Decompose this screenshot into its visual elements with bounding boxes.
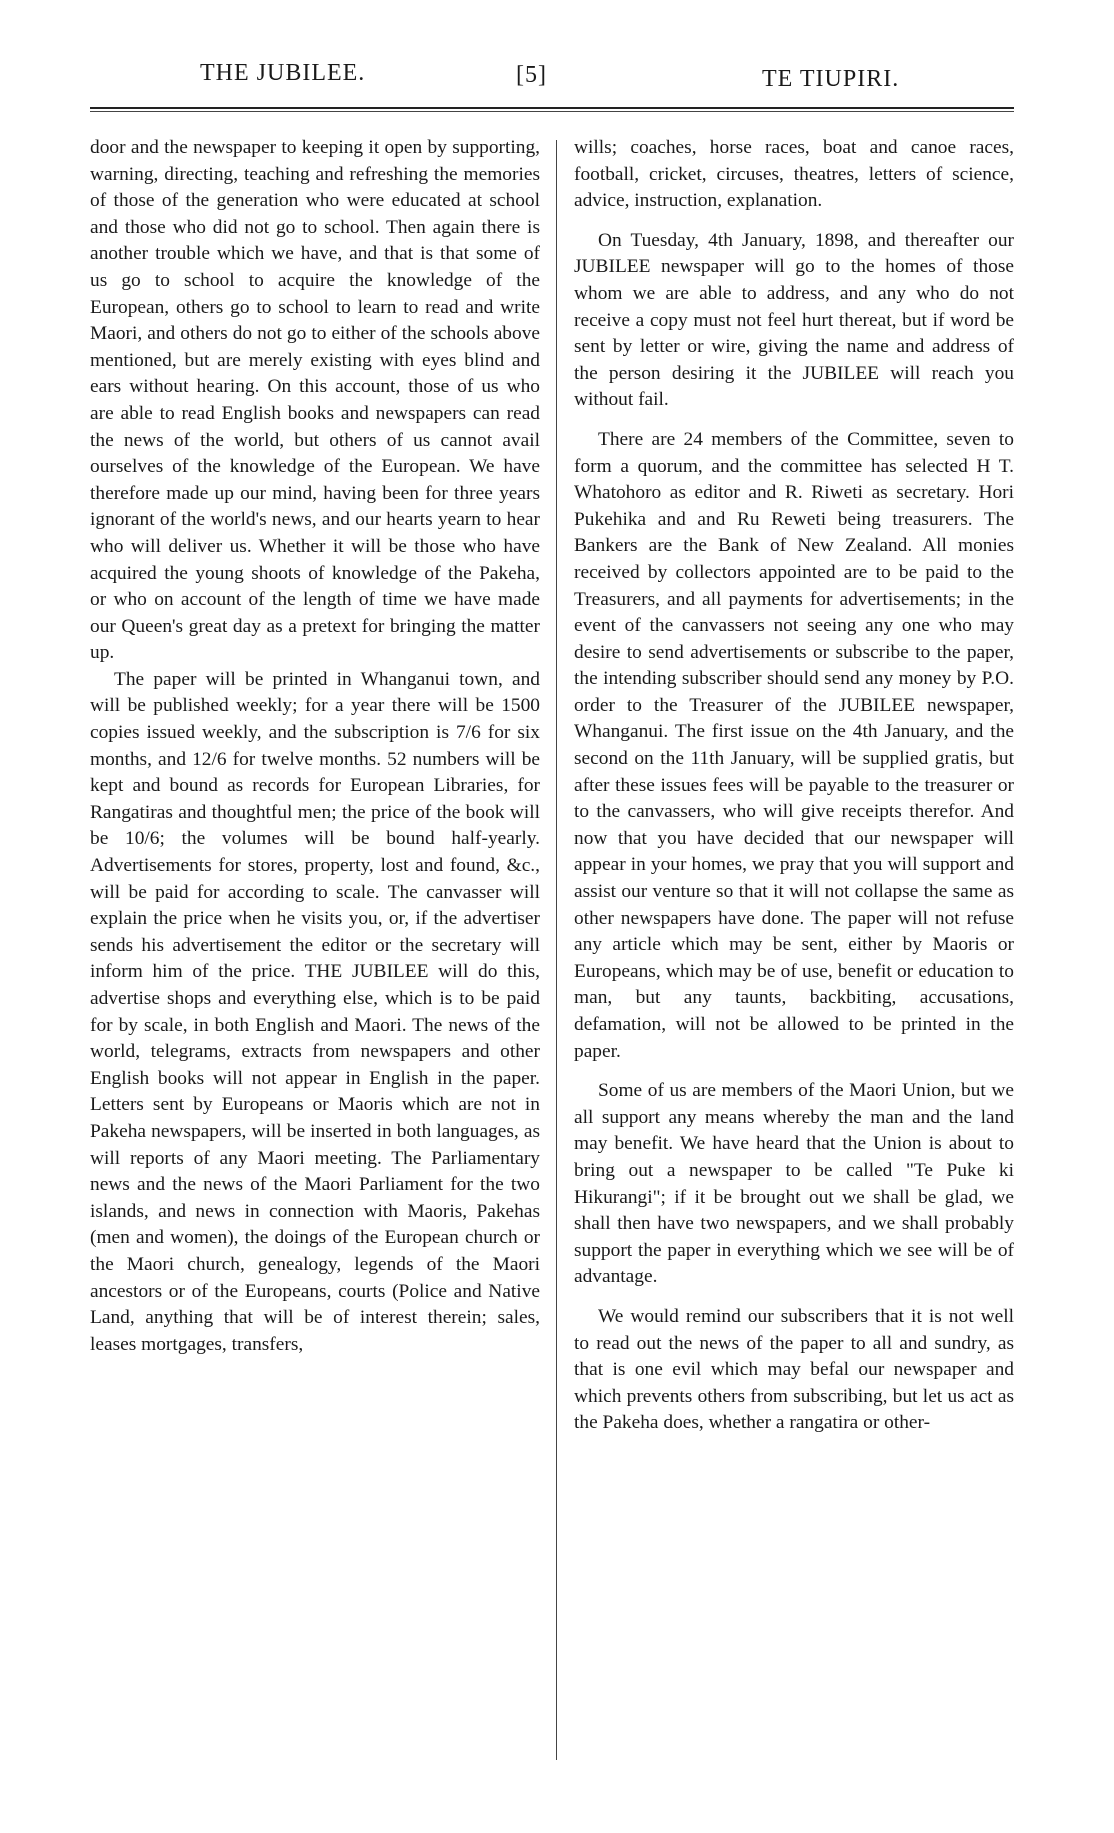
page-number: [5]	[516, 62, 547, 88]
header-rule-thick	[90, 107, 1014, 109]
running-title-english: THE JUBILEE.	[200, 60, 366, 86]
right-column	[574, 135, 1014, 1437]
right-paragraph-4: Some of us are members of the Maori Union, but we all support any means whereby the man and the land may benefit. We have heard that the Union is about to bring out a newspaper to be called "Te Puke ki Hikurangi"; if it be brought out we shall be glad, we shall then have two newspapers, and we shall probably support the paper in everything which we see will be of advantage.	[574, 1080, 1014, 1288]
right-paragraph-1: wills; coaches, horse races, boat and canoe races, football, cricket, circuses, theatres, letters of science, advice, instruction, explanation.	[574, 137, 1014, 212]
page-header	[0, 52, 1114, 92]
column-divider	[556, 140, 557, 1760]
right-paragraph-2: On Tuesday, 4th January, 1898, and thereafter our JUBILEE newspaper will go to the homes of those whom we are able to address, and any who do not receive a copy must not feel hurt thereat, but if word be sent by letter or wire, giving the name and address of the person desiring it the JUBILEE will reach you without fail.	[574, 229, 1014, 411]
right-paragraph-5: We would remind our subscribers that it is not well to read out the news of the paper to all and sundry, as that is one evil which may befal our newspaper and which prevents others from subscribing, but let us act as the Pakeha does, whether a rangatira or other-	[574, 1305, 1014, 1434]
header-rule-thin	[90, 111, 1014, 112]
right-paragraph-3: There are 24 members of the Committee, seven to form a quorum, and the committee has selected H T. Whatohoro as editor and R. Riweti as secretary. Hori Pukehika and and Ru Reweti being treasurers. The Bankers are the Bank of New Zealand. All monies received by collectors appointed are to be paid to the Treasurers, and all payments for advertisements; in the event of the canvassers not seeing any one who may desire to send advertisements or subscribe to the paper, the intending subscriber should send any money by P.O. order to the Treasurer of the JUBILEE newspaper, Whanganui. The first issue on the 4th January, and the second on the 11th January, will be supplied gratis, but after these issues fees will be payable to the treasurer or to the canvassers, who will give receipts therefor. And now that you have decided that our newspaper will appear in your homes, we pray that you will support and assist our venture so that it will not collapse the same as other newspapers have done. The paper will not refuse any article which may be sent, either by Maoris or Europeans, which may be of use, benefit or education to man, but any taunts, backbiting, accusations, defamation, will not be allowed to be printed in the paper.	[574, 428, 1014, 1062]
left-paragraph-2: The paper will be printed in Whanganui town, and will be published weekly; for a year there will be 1500 copies issued weekly, and the subscription is 7/6 for six months, and 12/6 for twelve months. 52 numbers will be kept and bound as records for European Libraries, for Rangatiras and thoughtful men; the price of the book will be 10/6; the volumes will be bound half-yearly. Advertisements for stores, property, lost and found, &c., will be paid for according to scale. The canvasser will explain the price when he visits you, or, if the advertiser sends his advertisement the editor or the secretary will inform him of the price. THE JUBILEE will do this, advertise shops and everything else, which is to be paid for by scale, in both English and Maori. The news of the world, telegrams, extracts from newspapers and other English books will not appear in English in the paper. Letters sent by Europeans or Maoris which are not in Pakeha newspapers, will be inserted in both languages, as will reports of any Maori meeting. The Parliamentary news and the news of the Maori Parliament for the two islands, and news in connection with Maoris, Pakehas (men and women), the doings of the European church or the Maori church, genealogy, legends of the Maori ancestors or of the Europeans, courts (Police and Native Land, anything that will be of interest therein; sales, leases mortgages, transfers,	[90, 668, 540, 1355]
left-paragraph-1: door and the newspaper to keeping it open by supporting, warning, directing, teaching and refreshing the memories of those of the generation who were educated at school and those who did not go to school. Then again there is another trouble which we have, and that is that some of us go to school to acquire the knowledge of the European, others go to school to learn to read and write Maori, and others do not go to either of the schools above mentioned, but are merely existing with eyes blind and ears without hearing. On this account, those of us who are able to read English books and newspapers can read the news of the world, but others of us cannot avail ourselves of the knowledge of the European. We have therefore made up our mind, having been for three years ignorant of the world's news, and our hearts yearn to hear who will deliver us. Whether it will be those who have acquired the young shoots of knowledge of the Pakeha, or who on account of the length of time we have made our Queen's great day as a pretext for bringing the matter up.	[90, 137, 540, 664]
running-title-maori: TE TIUPIRI.	[762, 66, 900, 92]
left-column	[90, 135, 540, 1358]
